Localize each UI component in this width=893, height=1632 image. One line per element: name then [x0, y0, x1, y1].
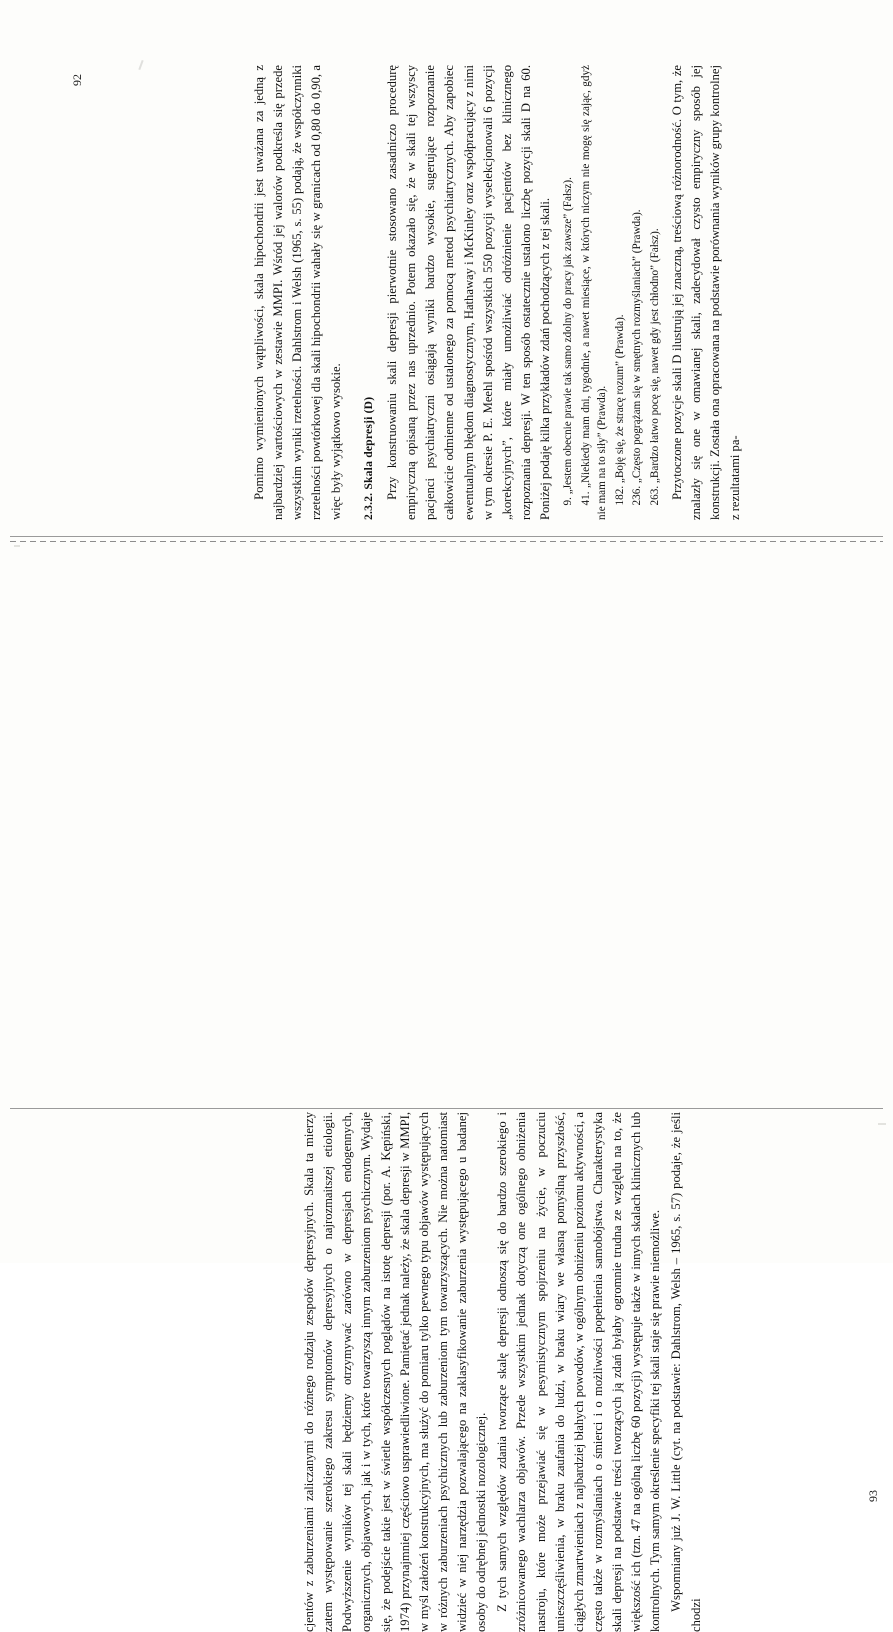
- book-page-92: [0, 0, 893, 540]
- page-number-left: 92: [70, 74, 84, 86]
- scale-item-examples-list: [560, 65, 663, 520]
- paragraph: Przytoczone pozycje skali D ilustrują jej znaczną, treściową różnorodność. O tym, że znalazły się one w omawianej skali, zadecydował czysto empiryczny sposób jej konstrukcji. Została ona opracowana na podstawie porównania wyników grupy kontrolnej z rezultatami pa-: [670, 65, 742, 520]
- page-93-text-column: [300, 1112, 708, 1632]
- paragraph: Z tych samych względów zdania tworzące skalę depresji odnoszą się do bardzo szerokiego i zróżnicowanego wachlarza objawów. Przede wszystkim jednak dotyczą one ogólnego obniżenia nastroju, które może przejawiać się w pesymistycznym spojrzeniu na życie, w poczuciu unieszczęśliwienia, w braku zaufania do ludzi, w braku wiary we własną pomyślną przyszłość, ciągłych zmartwieniach z najbardziej błahych powodów, w ogólnym obniżeniu poziomu aktywności, a często także w rozmyślaniach o śmierci i o możliwości popełnienia samobójstwa. Charakterystyka skali depresji na podstawie treści tworzących ją zdań byłaby ogromnie trudna ze względu na to, że większość ich (tzn. 47 na ogólną liczbę 60 pozycji) występuje także w innych skalach klinicznych lub kontrolnych. Tym samym określenie specyfiki tej skali staje się prawie niemożliwe.: [495, 1112, 663, 1632]
- list-item: 236. „Często pogrążam się w smętnych rozmyślaniach” (Prawda).: [631, 209, 644, 506]
- section-heading: 2.3.2. Skala depresji (D): [361, 396, 375, 520]
- list-item: 41. „Niekiedy mam dni, tygodnie, a nawet miesiące, w których niczym nie mogę się zając, gdyż nie mam na to siły” (Prawda).: [579, 65, 609, 520]
- paragraph: Przy konstruowaniu skali depresji pierwotnie stosowano zasadniczo procedurę empiryczną opisaną przez nas uprzednio. Potem okazało się, że w skali tej wszyscy pacjenci psychiatryczni osiągają wyniki bardzo wysokie, sugerujące rozpoznanie całkowicie odmienne od ustalonego za pomocą metod psychiatrycznych. Aby zapobiec ewentualnym błędom diagnostycznym, Hathaway i McKinley oraz współpracujący z nimi w tym okresie P. E. Meehl spośród wszystkich 550 pozycji wyselekcjonowali 6 pozycji „korekcyjnych”, które miały umożliwiać odróżnienie pacjentów bez klinicznego rozpoznania depresji. W ten sposób ostatecznie ustalono liczbę pozycji skali D na 60. Poniżej podaję kilka przykładów zdań pochodzących z tej skali.: [385, 65, 553, 520]
- page-number-right: 93: [866, 1490, 880, 1502]
- list-item: 9. „Jestem obecnie prawie tak samo zdolny do pracy jak zawsze” (Fałsz).: [562, 177, 575, 506]
- list-item: 182. „Boję się, że stracę rozum” (Prawda).: [613, 314, 626, 506]
- page-92-text-column: [250, 65, 747, 520]
- list-item: 263. „Bardzo łatwo pocę się, nawet gdy jest chłodno” (Fałsz).: [648, 228, 661, 506]
- paragraph: Pomimo wymienionych wątpliwości, skala hipochondrii jest uważana za jedną z najbardziej wartościowych w zestawie MMPI. Wśród jej walorów podkreśla się przede wszystkim wyniki rzetelności. Dahlstrom i Welsh (1965, s. 55) podają, że współczynniki rzetelności powtórkowej dla skali hipochondrii wahały się w granicach od 0,80 do 0,90, a więc były wyjątkowo wysokie.: [252, 65, 343, 520]
- paragraph: cjentów z zaburzeniami zaliczanymi do różnego rodzaju zespołów depresyjnych. Skala ta mierzy zatem występowanie szerokiego zakresu symptomów depresyjnych o najrozmaitszej etiologii. Podwyższenie wyników tej skali będziemy otrzymywać zarówno w depresjach endogennych, organicznych, objawowych, jak i w tych, które towarzyszą innym zaburzeniom psychicznym. Wydaje się, że podejście takie jest w świetle współczesnych poglądów na istotę depresji (por. A. Kępiński, 1974) przynajmniej częściowo usprawiedliwione. Pamiętać jednak należy, że skala depresji w MMPI, w myśl założeń konstrukcyjnych, ma służyć do pomiaru tylko pewnego typu objawów występujących w różnych zaburzeniach psychicznych lub zaburzeniom tym towarzyszących. Nie można natomiast widzieć w niej narzędzia pozwalającego na zaklasyfikowanie zaburzenia występującego u badanej osoby do odrębnej jednostki nozologicznej.: [302, 1112, 489, 1632]
- book-page-93: [0, 540, 893, 1632]
- paragraph: Wspomniany już J. W. Little (cyt. na podstawie: Dahlstrom, Welsh – 1965, s. 57) podaje, że jeśli chodzi: [669, 1112, 703, 1632]
